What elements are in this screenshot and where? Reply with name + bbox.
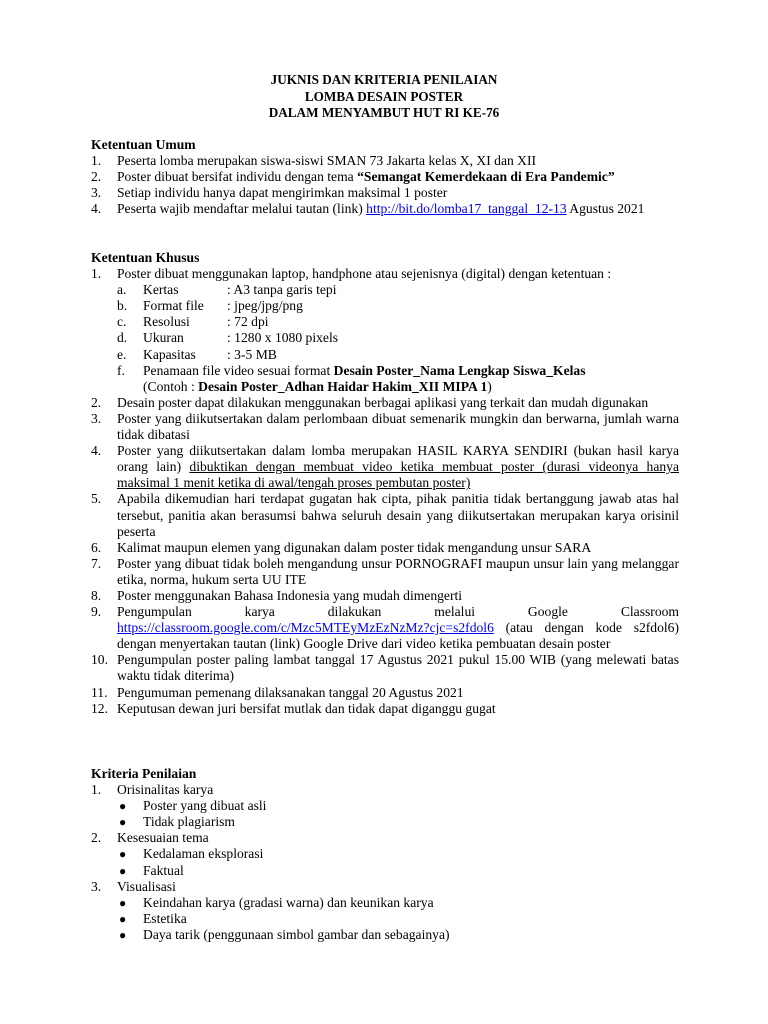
list-item: 2. Poster dibuat bersifat individu dengan tema “Semangat Kemerdekaan di Era Pandemic” [91,169,615,185]
list-item: 3. Poster yang diikutsertakan dalam perlombaan dibuat semenarik mungkin dan berwarna, jumlah warna tidak dibatasi [91,410,679,443]
bullet-item: ● Tidak plagiarism [119,814,236,830]
section-ketentuan-umum [91,137,679,217]
title-line-1: JUKNIS DAN KRITERIA PENILAIAN [270,72,498,87]
bullet-icon: ● [119,863,127,878]
registration-link[interactable]: http://bit.do/lomba17_tanggal_12-13 [366,201,567,217]
list-item: 4. Peserta wajib mendaftar melalui tautan (link) http://bit.do/lomba17_tanggal_12-13 Agustus 2021 [91,201,645,217]
spec-item: c. Resolusi : 72 dpi [117,314,269,330]
section-heading: Kriteria Penilaian [91,766,197,781]
section-kriteria-penilaian [91,766,679,943]
list-item: 1. Orisinalitas karya ● Poster yang dibuat asli ● Tidak plagiarism [91,782,679,830]
list-item: 9. Pengumpulan karya dilakukan melalui Google Classroom https://classroom.google.com/c/Mzc5MTEyMzEzNzMz?cjc=s2fdol6 (atau dengan kode s2fdol6) dengan menyertakan tautan (link) Google Drive dari video ketika pembuatan desain poster [91,604,679,652]
bullet-item: ● Kedalaman eksplorasi [119,846,264,862]
spec-item-naming: f. Penamaan file video sesuai format Desain Poster_Nama Lengkap Siswa_Kelas (Contoh : Desain Poster_Adhan Haidar Hakim_XII MIPA 1) [117,362,586,394]
spec-list [117,282,679,395]
list-item: 5. Apabila dikemudian hari terdapat gugatan hak cipta, pihak panitia tidak bertanggung jawab atas hal tersebut, panitia akan berasumsi bahwa seluruh desain yang diikutsertakan merupakan karya orisinil peserta [91,491,679,539]
section-ketentuan-khusus [91,250,679,717]
bullet-item: ● Faktual [119,862,184,878]
bullet-icon: ● [119,799,127,814]
classroom-link[interactable]: https://classroom.google.com/c/Mzc5MTEyMzEzNzMz?cjc=s2fdol6 [117,620,494,636]
list-item: 2. Desain poster dapat dilakukan menggunakan berbagai aplikasi yang terkait dan mudah digunakan [91,394,649,410]
bullet-item: ● Daya tarik (penggunaan simbol gambar dan sebagainya) [119,926,450,942]
bullet-icon: ● [119,927,127,942]
title-line-3: DALAM MENYAMBUT HUT RI KE-76 [268,105,500,121]
list-item: 1. Peserta lomba merupakan siswa-siswi SMAN 73 Jakarta kelas X, XI dan XII [91,153,537,169]
section-heading: Ketentuan Umum [91,137,196,152]
spec-item: d. Ukuran : 1280 x 1080 pixels [117,330,339,346]
list-item: 1. Poster dibuat menggunakan laptop, handphone atau sejenisnya (digital) dengan ketentuan : a. Kertas : A3 tanpa garis tepi b. Format file : jpeg/jpg/png c. Resolusi : 72 dpi d. Ukuran : 1280 x 1080 pixels e. Kapasitas : 3-5 MB f. Penamaan file video sesuai format Desain Poster_Nama Lengkap Siswa_Kelas (Contoh : Desain Poster_Adhan Haidar Hakim_XII MIPA 1) [91,266,679,395]
bullet-item: ● Poster yang dibuat asli [119,798,267,814]
title-line-2: LOMBA DESAIN POSTER [304,88,464,104]
bullet-icon: ● [119,911,127,926]
list-item: 8. Poster menggunakan Bahasa Indonesia yang mudah dimengerti [91,587,463,603]
bullet-icon: ● [119,895,127,910]
bullet-item: ● Keindahan karya (gradasi warna) dan keunikan karya [119,894,434,910]
list-item: 11. Pengumuman pemenang dilaksanakan tanggal 20 Agustus 2021 [91,684,464,700]
list-item: 12. Keputusan dewan juri bersifat mutlak dan tidak dapat diganggu gugat [91,700,496,716]
list-item: 6. Kalimat maupun elemen yang digunakan dalam poster tidak mengandung unsur SARA [91,539,592,555]
list-item: 3. Visualisasi ● Keindahan karya (gradasi warna) dan keunikan karya ● Estetika ● Daya tarik (penggunaan simbol gambar dan sebagainya) [91,879,679,943]
list-item: 7. Poster yang dibuat tidak boleh mengandung unsur PORNOGRAFI maupun unsur lain yang melanggar etika, norma, hukum serta UU ITE [91,555,679,587]
spec-item: e. Kapasitas : 3-5 MB [117,346,277,362]
document-title [0,72,768,122]
bullet-icon: ● [119,847,127,862]
spec-item: b. Format file : jpeg/jpg/png [117,298,303,314]
list-item: 4. Poster yang diikutsertakan dalam lomba merupakan HASIL KARYA SENDIRI (bukan hasil karya orang lain) dibuktikan dengan membuat video ketika membuat poster (durasi videonya hanya maksimal 1 menit ketika di awal/tengah proses pembutan poster) [91,443,679,491]
spec-item: a. Kertas : A3 tanpa garis tepi [117,282,337,298]
section-heading: Ketentuan Khusus [91,250,200,265]
bullet-icon: ● [119,815,127,830]
list-item: 3. Setiap individu hanya dapat mengirimkan maksimal 1 poster [91,185,448,201]
list-item: 2. Kesesuaian tema ● Kedalaman eksplorasi ● Faktual [91,830,679,878]
list-item: 10. Pengumpulan poster paling lambat tanggal 17 Agustus 2021 pukul 15.00 WIB (yang melewati batas waktu tidak diterima) [91,652,679,684]
bullet-item: ● Estetika [119,910,187,926]
